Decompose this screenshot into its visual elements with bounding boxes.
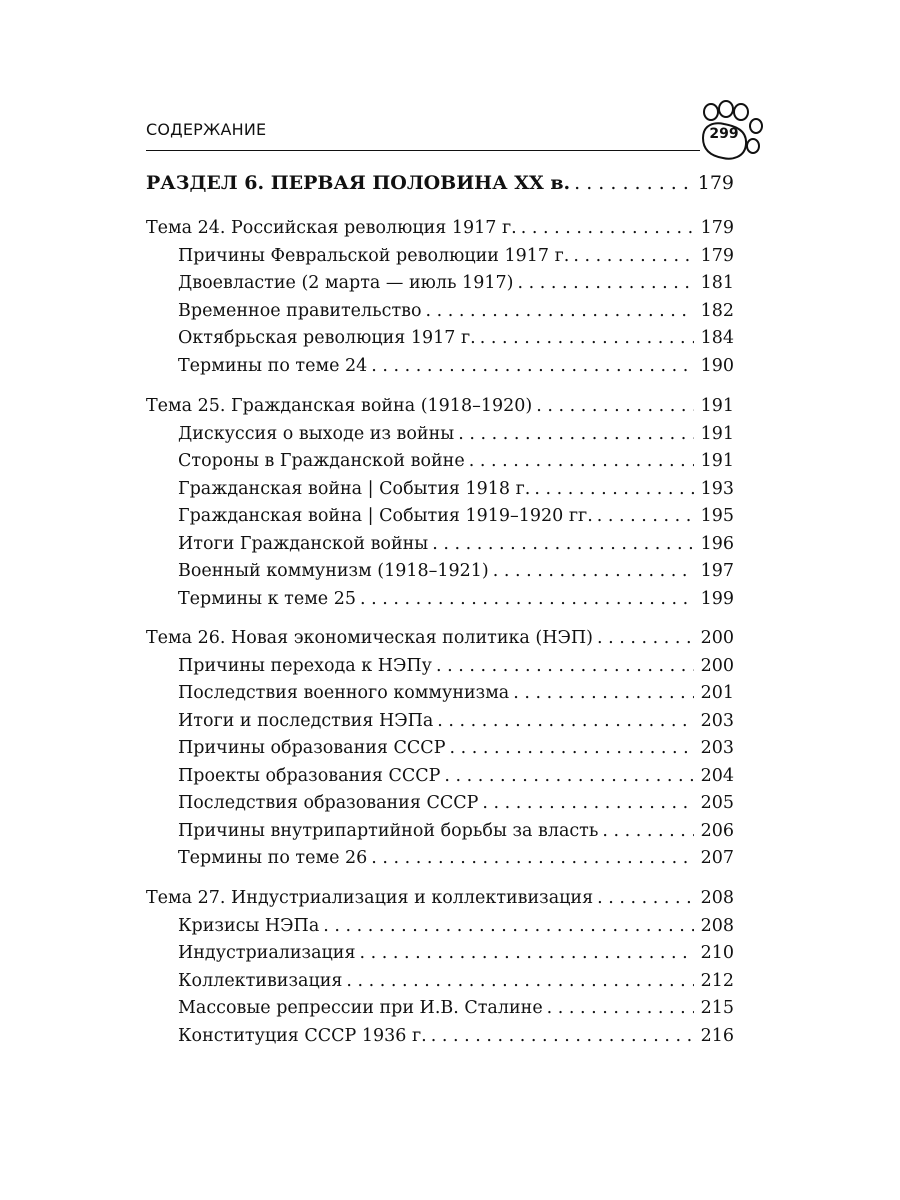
toc-page-number: 208 <box>700 888 734 908</box>
toc-entry-title: Кризисы НЭПа <box>178 916 320 936</box>
dot-leader <box>574 172 694 194</box>
toc-page-number: 182 <box>700 301 734 321</box>
toc-subtopic[interactable] <box>178 479 734 499</box>
toc-page-number: 216 <box>700 1026 734 1046</box>
toc-page-number: 200 <box>700 656 734 676</box>
toc-page-number: 208 <box>700 916 734 936</box>
toc-page-number: 201 <box>700 683 734 703</box>
toc-entry-title: Тема 26. Новая экономическая политика (НЭП) <box>146 628 593 648</box>
dot-leader <box>597 628 694 648</box>
toc-subtopic[interactable] <box>178 356 734 376</box>
toc-topic[interactable] <box>146 218 734 238</box>
toc-subtopic[interactable] <box>178 793 734 813</box>
dot-leader <box>371 848 694 868</box>
toc-entry-title: Итоги и последствия НЭПа <box>178 711 434 731</box>
toc-entry-title: Тема 25. Гражданская война (1918–1920) <box>146 396 533 416</box>
toc-subtopic[interactable] <box>178 711 734 731</box>
toc-subtopic[interactable] <box>178 821 734 841</box>
toc-page-number: 200 <box>700 628 734 648</box>
toc-entry-title: Индустриализация <box>178 943 356 963</box>
toc-entry-title: Тема 24. Российская революция 1917 г. <box>146 218 517 238</box>
toc-subtopic[interactable] <box>178 561 734 581</box>
toc-entry-title: РАЗДЕЛ 6. ПЕРВАЯ ПОЛОВИНА XX в. <box>146 172 571 194</box>
toc-entry-title: Гражданская война | События 1919–1920 гг. <box>178 506 593 526</box>
dot-leader <box>493 561 694 581</box>
toc-page-number: 179 <box>700 218 734 238</box>
toc-page-number: 210 <box>700 943 734 963</box>
toc-entry-title: Последствия военного коммунизма <box>178 683 510 703</box>
toc-page-number: 203 <box>700 711 734 731</box>
header-rule <box>146 150 700 151</box>
dot-leader <box>480 328 694 348</box>
dot-leader <box>469 451 694 471</box>
toc-page-number: 196 <box>700 534 734 554</box>
dot-leader <box>360 589 694 609</box>
dot-leader <box>458 424 694 444</box>
dot-leader <box>449 738 694 758</box>
toc-subtopic[interactable] <box>178 301 734 321</box>
toc-entry-title: Причины перехода к НЭПу <box>178 656 432 676</box>
toc-subtopic[interactable] <box>178 943 734 963</box>
dot-leader <box>536 396 694 416</box>
dot-leader <box>534 479 694 499</box>
dot-leader <box>360 943 695 963</box>
dot-leader <box>371 356 694 376</box>
toc-subtopic[interactable] <box>178 424 734 444</box>
dot-leader <box>444 766 694 786</box>
toc-page-number: 212 <box>700 971 734 991</box>
dot-leader <box>547 998 694 1018</box>
dot-leader <box>431 1026 694 1046</box>
toc-page-number: 207 <box>700 848 734 868</box>
toc-entry-title: Временное правительство <box>178 301 422 321</box>
toc-page-number: 191 <box>700 424 734 444</box>
toc-subtopic[interactable] <box>178 971 734 991</box>
toc-entry-title: Конституция СССР 1936 г. <box>178 1026 427 1046</box>
toc-subtopic[interactable] <box>178 998 734 1018</box>
dot-leader <box>346 971 694 991</box>
toc-entry-title: Военный коммунизм (1918–1921) <box>178 561 489 581</box>
dot-leader <box>323 916 694 936</box>
dot-leader <box>597 888 694 908</box>
toc-subtopic[interactable] <box>178 589 734 609</box>
dot-leader <box>602 821 694 841</box>
dot-leader <box>482 793 694 813</box>
toc-entry-title: Дискуссия о выходе из войны <box>178 424 455 444</box>
toc-subtopic[interactable] <box>178 246 734 266</box>
toc-subtopic[interactable] <box>178 1026 734 1046</box>
toc-entry-title: Проекты образования СССР <box>178 766 441 786</box>
dot-leader <box>573 246 694 266</box>
toc-section[interactable] <box>146 172 734 194</box>
toc-entry-title: Тема 27. Индустриализация и коллективизация <box>146 888 594 908</box>
toc-entry-title: Октябрьская революция 1917 г. <box>178 328 476 348</box>
toc-entry-title: Причины образования СССР <box>178 738 446 758</box>
toc-subtopic[interactable] <box>178 848 734 868</box>
toc-entry-title: Коллективизация <box>178 971 343 991</box>
toc-subtopic[interactable] <box>178 328 734 348</box>
toc-page-number: 205 <box>700 793 734 813</box>
dot-leader <box>426 301 694 321</box>
toc-page-number: 181 <box>700 273 734 293</box>
toc-page-number: 179 <box>700 246 734 266</box>
dot-leader <box>597 506 694 526</box>
toc-topic[interactable] <box>146 628 734 648</box>
dot-leader <box>437 711 694 731</box>
toc-entry-title: Массовые репрессии при И.В. Сталине <box>178 998 543 1018</box>
toc-subtopic[interactable] <box>178 916 734 936</box>
toc-topic[interactable] <box>146 888 734 908</box>
page-number: 299 <box>709 126 739 142</box>
toc-entry-title: Гражданская война | События 1918 г. <box>178 479 531 499</box>
toc-page-number: 184 <box>700 328 734 348</box>
dot-leader <box>436 656 694 676</box>
dot-leader <box>521 218 694 238</box>
toc-entry-title: Термины по теме 26 <box>178 848 368 868</box>
toc-page-number: 190 <box>700 356 734 376</box>
dot-leader <box>517 273 694 293</box>
toc-subtopic[interactable] <box>178 273 734 293</box>
toc-page-number: 191 <box>700 396 734 416</box>
toc-subtopic[interactable] <box>178 683 734 703</box>
toc-subtopic[interactable] <box>178 656 734 676</box>
toc-subtopic[interactable] <box>178 738 734 758</box>
toc-subtopic[interactable] <box>178 451 734 471</box>
toc-page-number: 197 <box>700 561 734 581</box>
dot-leader <box>513 683 694 703</box>
toc-subtopic[interactable] <box>178 506 734 526</box>
toc-page-number: 215 <box>700 998 734 1018</box>
toc-subtopic[interactable] <box>178 766 734 786</box>
toc-page-number: 195 <box>700 506 734 526</box>
toc-subtopic[interactable] <box>178 534 734 554</box>
toc-page-number: 203 <box>700 738 734 758</box>
toc-entry-title: Последствия образования СССР <box>178 793 479 813</box>
dot-leader <box>432 534 694 554</box>
toc-topic[interactable] <box>146 396 734 416</box>
toc-entry-title: Причины внутрипартийной борьбы за власть <box>178 821 599 841</box>
toc-entry-title: Термины к теме 25 <box>178 589 356 609</box>
toc-page-number: 204 <box>700 766 734 786</box>
toc-entry-title: Причины Февральской революции 1917 г. <box>178 246 570 266</box>
toc-page-number: 191 <box>700 451 734 471</box>
toc-page-number: 206 <box>700 821 734 841</box>
toc-entry-title: Итоги Гражданской войны <box>178 534 429 554</box>
running-head: СОДЕРЖАНИЕ <box>146 120 267 139</box>
toc-entry-title: Термины по теме 24 <box>178 356 368 376</box>
toc-page-number: 179 <box>697 172 734 194</box>
toc-entry-title: Стороны в Гражданской войне <box>178 451 465 471</box>
toc-entry-title: Двоевластие (2 марта — июль 1917) <box>178 273 514 293</box>
toc-page-number: 199 <box>700 589 734 609</box>
toc-page-number: 193 <box>700 479 734 499</box>
